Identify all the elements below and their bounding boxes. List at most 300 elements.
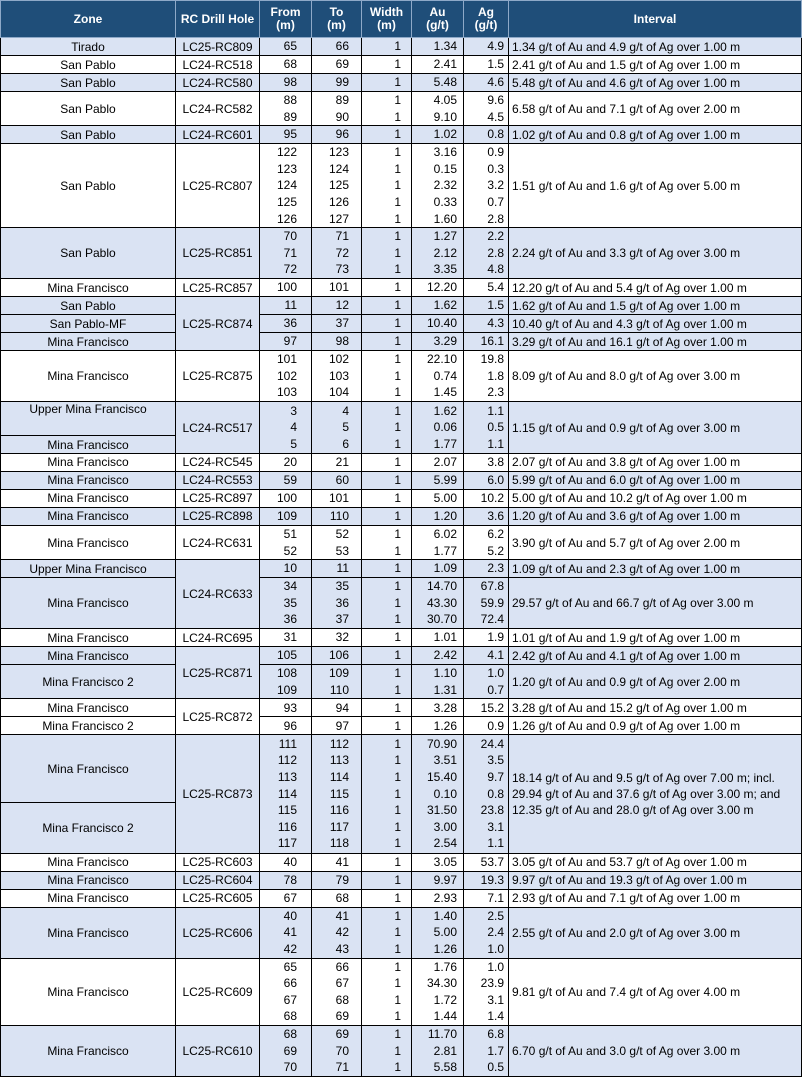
width-value: 1 <box>394 836 401 851</box>
drill-hole-cell: LC25-RC807 <box>176 144 260 228</box>
interval-text: 1.02 g/t of Au and 0.8 g/t of Ag over 1.00 m <box>512 127 741 142</box>
from-value: 70 <box>283 1060 297 1075</box>
table-row <box>1 853 802 871</box>
zone-cell <box>1 402 176 454</box>
ag-value: 19.8 <box>480 352 504 367</box>
to-value: 69 <box>335 57 349 72</box>
from-cell <box>260 279 312 297</box>
interval-text: 2.07 g/t of Au and 3.8 g/t of Ag over 1.00 m <box>512 455 741 470</box>
au-value: 1.27 <box>433 229 457 244</box>
zone-name: Mina Francisco <box>47 648 129 663</box>
to-value: 5 <box>342 420 349 435</box>
table-row <box>1 38 802 56</box>
from-value: 65 <box>283 39 297 54</box>
to-cell <box>312 126 362 144</box>
zone-cell <box>1 525 176 559</box>
drill-hole-cell: LC25-RC875 <box>176 351 260 402</box>
ag-value: 1.0 <box>487 666 504 681</box>
zone-cell <box>1 38 176 56</box>
to-cell <box>312 871 362 889</box>
width-cell <box>362 144 412 228</box>
from-value: 109 <box>276 682 297 697</box>
interval-text: 5.99 g/t of Au and 6.0 g/t of Ag over 1.00 m <box>512 473 741 488</box>
zone-name: Mina Francisco <box>47 280 129 295</box>
width-cell <box>362 560 412 578</box>
width-value: 1 <box>394 753 401 768</box>
au-value: 31.50 <box>426 803 457 818</box>
au-value: 43.30 <box>426 595 457 610</box>
width-cell <box>362 717 412 735</box>
table-row <box>1 453 802 471</box>
width-value: 1 <box>394 543 401 558</box>
zone-cell <box>1 629 176 647</box>
width-cell <box>362 92 412 126</box>
au-value: 1.62 <box>433 298 457 313</box>
au-value: 0.15 <box>433 161 457 176</box>
interval-text: 2.42 g/t of Au and 4.1 g/t of Ag over 1.00 m <box>512 648 741 663</box>
width-value: 1 <box>394 491 401 506</box>
to-cell <box>312 1025 362 1076</box>
from-value: 40 <box>283 908 297 923</box>
width-value: 1 <box>394 39 401 54</box>
zone-name: San Pablo-MF <box>49 316 127 331</box>
zone-name: Upper Mina Francisco <box>29 561 147 576</box>
from-value: 20 <box>283 455 297 470</box>
interval-cell <box>509 38 802 56</box>
au-cell <box>412 699 464 717</box>
ag-cell <box>464 74 509 92</box>
drill-hole-cell: LC25-RC609 <box>176 958 260 1025</box>
ag-cell <box>464 578 509 629</box>
au-cell <box>412 471 464 489</box>
from-value: 42 <box>283 941 297 956</box>
interval-cell <box>509 144 802 228</box>
drill-hole-cell: LC25-RC897 <box>176 489 260 507</box>
zone-name: Mina Francisco <box>47 491 129 506</box>
au-value: 2.41 <box>433 57 457 72</box>
width-value: 1 <box>394 700 401 715</box>
to-value: 32 <box>335 630 349 645</box>
interval-text: 2.41 g/t of Au and 1.5 g/t of Ag over 1.00 m <box>512 57 741 72</box>
to-value: 116 <box>329 803 349 818</box>
au-value: 14.70 <box>426 579 457 594</box>
ag-cell <box>464 560 509 578</box>
width-value: 1 <box>394 280 401 295</box>
to-cell <box>312 907 362 958</box>
to-value: 115 <box>329 786 349 801</box>
au-value: 1.76 <box>433 959 457 974</box>
ag-value: 72.4 <box>480 612 504 627</box>
drill-hole-cell: LC24-RC518 <box>176 56 260 74</box>
to-value: 109 <box>328 666 349 681</box>
ag-value: 0.8 <box>487 127 504 142</box>
from-cell <box>260 525 312 559</box>
to-value: 103 <box>328 368 349 383</box>
au-value: 3.00 <box>433 819 457 834</box>
interval-cell <box>509 351 802 402</box>
width-value: 1 <box>394 75 401 90</box>
ag-value: 1.7 <box>487 1043 504 1058</box>
au-cell <box>412 853 464 871</box>
zone-name: San Pablo <box>60 75 116 90</box>
to-value: 90 <box>335 109 349 124</box>
drill-hole-cell: LC25-RC610 <box>176 1025 260 1076</box>
ag-value: 1.1 <box>487 836 504 851</box>
drill-hole-cell: LC25-RC603 <box>176 853 260 871</box>
au-cell <box>412 578 464 629</box>
ag-cell <box>464 471 509 489</box>
au-value: 3.29 <box>433 334 457 349</box>
from-cell <box>260 717 312 735</box>
width-value: 1 <box>394 854 401 869</box>
au-cell <box>412 144 464 228</box>
from-value: 68 <box>283 57 297 72</box>
au-value: 1.10 <box>433 666 457 681</box>
to-value: 112 <box>329 736 349 751</box>
from-value: 112 <box>277 753 297 768</box>
ag-value: 16.1 <box>480 334 504 349</box>
au-value: 9.97 <box>433 872 457 887</box>
to-cell <box>312 92 362 126</box>
to-value: 21 <box>335 455 349 470</box>
width-cell <box>362 126 412 144</box>
from-cell <box>260 489 312 507</box>
ag-value: 5.2 <box>487 543 504 558</box>
interval-cell <box>509 525 802 559</box>
au-cell <box>412 56 464 74</box>
au-cell <box>412 351 464 402</box>
from-value: 4 <box>290 420 297 435</box>
table-row <box>1 126 802 144</box>
zone-cell <box>1 871 176 889</box>
au-value: 3.35 <box>433 262 457 277</box>
from-cell <box>260 453 312 471</box>
ag-value: 4.1 <box>487 648 504 663</box>
width-value: 1 <box>394 682 401 697</box>
to-value: 69 <box>335 1009 349 1024</box>
ag-value: 0.7 <box>487 194 504 209</box>
to-cell <box>312 471 362 489</box>
au-cell <box>412 1025 464 1076</box>
width-value: 1 <box>394 455 401 470</box>
width-value: 1 <box>394 872 401 887</box>
from-cell <box>260 333 312 351</box>
zone-cell <box>1 333 176 351</box>
ag-value: 0.3 <box>487 161 504 176</box>
au-value: 12.20 <box>426 280 457 295</box>
ag-cell <box>464 507 509 525</box>
width-value: 1 <box>394 316 401 331</box>
zone-cell <box>1 647 176 665</box>
au-value: 5.48 <box>433 75 457 90</box>
from-cell <box>260 38 312 56</box>
zone-name: Mina Francisco <box>47 455 129 470</box>
zone-cell <box>1 144 176 228</box>
to-value: 102 <box>328 352 349 367</box>
drill-hole-cell: LC25-RC809 <box>176 38 260 56</box>
width-cell <box>362 889 412 907</box>
interval-cell <box>509 315 802 333</box>
au-value: 5.00 <box>433 491 457 506</box>
from-cell <box>260 126 312 144</box>
ag-cell <box>464 453 509 471</box>
from-value: 111 <box>278 736 297 751</box>
width-value: 1 <box>394 925 401 940</box>
interval-text: 18.14 g/t of Au and 9.5 g/t of Ag over 7.00 m; incl. <box>512 770 775 785</box>
au-cell <box>412 629 464 647</box>
from-value: 78 <box>283 872 297 887</box>
zone-cell <box>1 279 176 297</box>
from-value: 52 <box>283 543 297 558</box>
interval-text: 1.34 g/t of Au and 4.9 g/t of Ag over 1.00 m <box>512 39 741 54</box>
from-cell <box>260 699 312 717</box>
to-value: 99 <box>335 75 349 90</box>
from-value: 123 <box>276 161 297 176</box>
au-value: 15.40 <box>426 770 457 785</box>
to-cell <box>312 333 362 351</box>
ag-value: 2.5 <box>487 908 504 923</box>
ag-value: 19.3 <box>480 872 504 887</box>
au-value: 3.16 <box>433 145 457 160</box>
width-cell <box>362 665 412 699</box>
from-cell <box>260 228 312 279</box>
zone-name: Mina Francisco <box>47 535 129 550</box>
au-cell <box>412 402 464 454</box>
zone-name: Mina Francisco 2 <box>42 718 134 733</box>
au-value: 3.05 <box>433 854 457 869</box>
drill-hole-cell: LC25-RC857 <box>176 279 260 297</box>
au-value: 6.02 <box>433 526 457 541</box>
to-value: 89 <box>335 93 349 107</box>
interval-cell <box>509 56 802 74</box>
ag-cell <box>464 489 509 507</box>
ag-value: 0.5 <box>487 1060 504 1075</box>
width-value: 1 <box>394 819 401 834</box>
width-cell <box>362 507 412 525</box>
table-row <box>1 907 802 958</box>
to-cell <box>312 889 362 907</box>
au-cell <box>412 665 464 699</box>
au-cell <box>412 560 464 578</box>
from-value: 97 <box>283 334 297 349</box>
to-cell <box>312 525 362 559</box>
width-cell <box>362 56 412 74</box>
au-value: 2.12 <box>433 245 457 260</box>
ag-value: 6.8 <box>487 1027 504 1042</box>
from-value: 67 <box>283 890 297 905</box>
zone-cell <box>1 507 176 525</box>
to-value: 96 <box>335 127 349 142</box>
from-cell <box>260 578 312 629</box>
ag-cell <box>464 351 509 402</box>
to-cell <box>312 853 362 871</box>
table-row <box>1 507 802 525</box>
ag-value: 2.3 <box>487 561 504 576</box>
ag-cell <box>464 958 509 1025</box>
table-row <box>1 525 802 559</box>
to-cell <box>312 74 362 92</box>
au-cell <box>412 735 464 853</box>
to-value: 123 <box>328 145 349 160</box>
to-cell <box>312 297 362 315</box>
from-value: 31 <box>283 630 297 645</box>
ag-cell <box>464 402 509 454</box>
zone-cell <box>1 126 176 144</box>
table-row <box>1 144 802 228</box>
to-value: 73 <box>335 262 349 277</box>
to-value: 117 <box>329 819 349 834</box>
au-cell <box>412 228 464 279</box>
to-value: 118 <box>329 836 349 851</box>
zone-cell <box>1 1025 176 1076</box>
width-value: 1 <box>394 229 401 244</box>
ag-value: 2.4 <box>487 925 504 940</box>
width-cell <box>362 629 412 647</box>
from-cell <box>260 297 312 315</box>
width-cell <box>362 647 412 665</box>
to-cell <box>312 699 362 717</box>
au-value: 4.05 <box>433 93 457 107</box>
from-value: 11 <box>284 298 297 313</box>
from-cell <box>260 74 312 92</box>
width-value: 1 <box>394 786 401 801</box>
drill-hole-cell: LC25-RC606 <box>176 907 260 958</box>
interval-cell <box>509 699 802 717</box>
table-row <box>1 717 802 735</box>
au-cell <box>412 871 464 889</box>
drill-hole-cell: LC24-RC582 <box>176 92 260 126</box>
interval-cell <box>509 92 802 126</box>
interval-cell <box>509 560 802 578</box>
width-cell <box>362 525 412 559</box>
width-cell <box>362 907 412 958</box>
interval-text: 2.93 g/t of Au and 7.1 g/t of Ag over 1.00 m <box>512 891 741 906</box>
zone-name: Mina Francisco <box>47 984 129 999</box>
zone-cell <box>1 453 176 471</box>
from-cell <box>260 853 312 871</box>
from-value: 93 <box>283 700 297 715</box>
au-cell <box>412 958 464 1025</box>
zone-cell <box>1 889 176 907</box>
interval-cell <box>509 471 802 489</box>
au-value: 5.00 <box>433 925 457 940</box>
to-value: 60 <box>335 473 349 488</box>
au-cell <box>412 907 464 958</box>
interval-cell <box>509 489 802 507</box>
width-value: 1 <box>394 612 401 627</box>
au-value: 1.26 <box>433 718 457 733</box>
to-value: 41 <box>335 854 349 869</box>
to-value: 125 <box>328 178 349 193</box>
to-cell <box>312 315 362 333</box>
header-interval: Interval <box>509 1 802 38</box>
width-value: 1 <box>394 1043 401 1058</box>
zone-name: San Pablo <box>60 178 116 193</box>
from-cell <box>260 871 312 889</box>
interval-cell <box>509 402 802 454</box>
to-cell <box>312 735 362 853</box>
ag-cell <box>464 126 509 144</box>
ag-cell <box>464 297 509 315</box>
ag-cell <box>464 279 509 297</box>
ag-cell <box>464 1025 509 1076</box>
zone-cell <box>1 665 176 699</box>
zone-name: San Pablo <box>60 57 116 72</box>
zone-name: Mina Francisco <box>47 761 129 776</box>
from-value: 3 <box>290 403 297 418</box>
width-cell <box>362 699 412 717</box>
interval-text: 3.29 g/t of Au and 16.1 g/t of Ag over 1.00 m <box>512 334 747 349</box>
from-value: 68 <box>283 1027 297 1042</box>
width-value: 1 <box>394 245 401 260</box>
width-cell <box>362 315 412 333</box>
to-cell <box>312 578 362 629</box>
ag-value: 4.5 <box>487 109 504 124</box>
drill-hole-cell: LC24-RC553 <box>176 471 260 489</box>
ag-value: 0.9 <box>487 145 504 160</box>
interval-cell <box>509 453 802 471</box>
to-cell <box>312 717 362 735</box>
table-row <box>1 228 802 279</box>
au-cell <box>412 453 464 471</box>
au-value: 1.20 <box>433 509 457 524</box>
interval-text: 1.15 g/t of Au and 0.9 g/t of Ag over 3.00 m <box>512 420 741 435</box>
interval-text: 5.48 g/t of Au and 4.6 g/t of Ag over 1.00 m <box>512 75 741 90</box>
from-value: 88 <box>283 93 297 107</box>
from-value: 100 <box>276 491 297 506</box>
au-value: 1.60 <box>433 211 457 226</box>
au-value: 2.42 <box>433 648 457 663</box>
table-row <box>1 402 802 454</box>
ag-value: 2.8 <box>487 245 504 260</box>
width-value: 1 <box>394 561 401 576</box>
ag-cell <box>464 144 509 228</box>
table-row <box>1 560 802 578</box>
width-value: 1 <box>394 161 401 176</box>
au-value: 2.93 <box>433 890 457 905</box>
au-cell <box>412 315 464 333</box>
to-value: 4 <box>342 403 349 418</box>
ag-value: 9.6 <box>487 93 504 107</box>
width-cell <box>362 351 412 402</box>
interval-cell <box>509 297 802 315</box>
header-to: To (m) <box>312 1 362 38</box>
width-cell <box>362 333 412 351</box>
au-value: 11.70 <box>427 1027 457 1042</box>
from-cell <box>260 560 312 578</box>
table-row <box>1 699 802 717</box>
from-value: 102 <box>276 368 297 383</box>
ag-value: 0.9 <box>487 718 504 733</box>
width-cell <box>362 489 412 507</box>
table-header <box>1 1 802 38</box>
ag-value: 10.2 <box>480 491 504 506</box>
zone-name: Mina Francisco <box>47 630 129 645</box>
au-cell <box>412 126 464 144</box>
drill-hole-cell: LC24-RC580 <box>176 74 260 92</box>
interval-text: 1.26 g/t of Au and 0.9 g/t of Ag over 1.00 m <box>512 718 741 733</box>
to-value: 101 <box>328 280 349 295</box>
ag-cell <box>464 333 509 351</box>
to-value: 101 <box>328 491 349 506</box>
zone-cell <box>1 489 176 507</box>
interval-text: 3.28 g/t of Au and 15.2 g/t of Ag over 1.00 m <box>512 700 747 715</box>
drill-hole-cell: LC24-RC545 <box>176 453 260 471</box>
width-value: 1 <box>394 127 401 142</box>
width-value: 1 <box>394 648 401 663</box>
interval-text: 3.05 g/t of Au and 53.7 g/t of Ag over 1.00 m <box>512 855 747 870</box>
from-value: 124 <box>276 178 297 193</box>
